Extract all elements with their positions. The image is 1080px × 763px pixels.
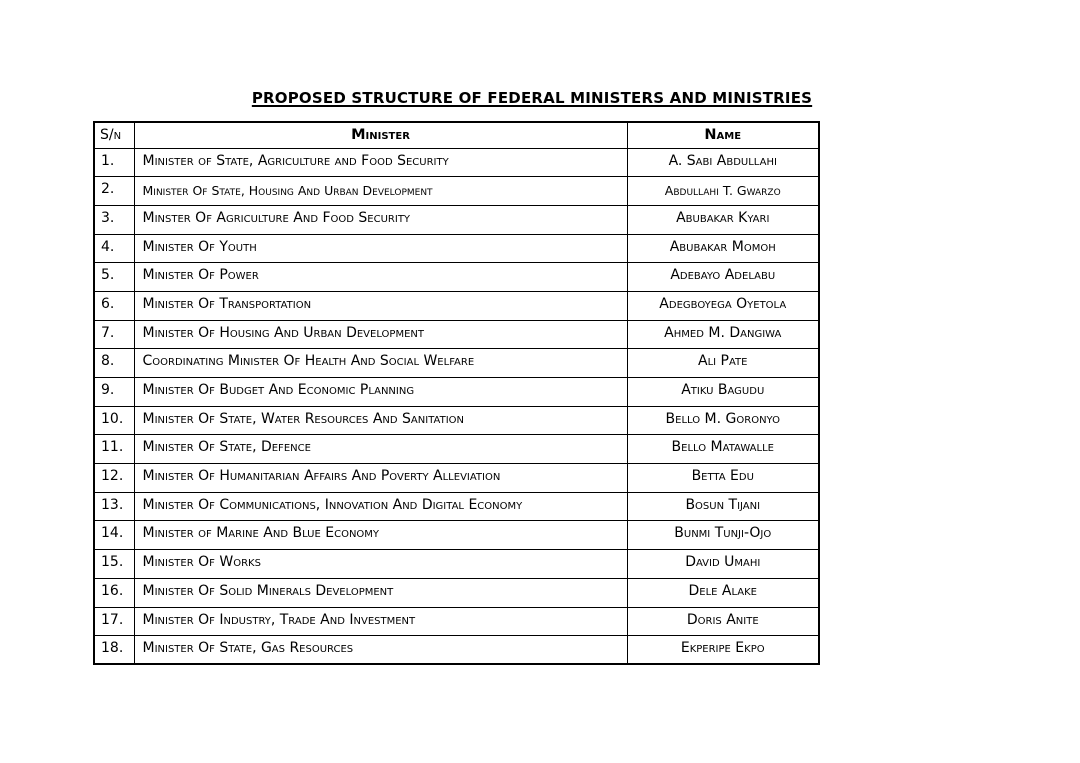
table-header-row	[94, 122, 819, 148]
row-minister-name: Ekperipe Ekpo	[627, 636, 819, 665]
document-title: PROPOSED STRUCTURE OF FEDERAL MINISTERS AND MINISTRIES	[251, 89, 813, 107]
row-minister-title: Minister Of Communications, Innovation And Digital Economy	[134, 492, 627, 521]
row-minister-title: Minister Of Solid Minerals Development	[134, 578, 627, 607]
row-minister-title: Minister Of State, Housing And Urban Development	[134, 177, 627, 206]
table-row	[94, 148, 819, 177]
row-minister-name: Ali Pate	[627, 349, 819, 378]
table-row	[94, 177, 819, 206]
row-minister-title: Minister Of Housing And Urban Development	[134, 320, 627, 349]
table-row	[94, 550, 819, 579]
row-minister-title: Minister Of State, Gas Resources	[134, 636, 627, 665]
ministers-table	[93, 121, 820, 665]
row-minister-name: Ahmed M. Dangiwa	[627, 320, 819, 349]
row-serial-number: 11.	[94, 435, 134, 464]
table-row	[94, 492, 819, 521]
row-minister-name: Bosun Tijani	[627, 492, 819, 521]
header-name: Name	[627, 122, 819, 148]
row-minister-name: Atiku Bagudu	[627, 378, 819, 407]
row-serial-number: 9.	[94, 378, 134, 407]
table-row	[94, 464, 819, 493]
row-serial-number: 17.	[94, 607, 134, 636]
row-serial-number: 14.	[94, 521, 134, 550]
table-body	[94, 148, 819, 664]
row-minister-name: Adegboyega Oyetola	[627, 291, 819, 320]
table-row	[94, 607, 819, 636]
table-row	[94, 435, 819, 464]
row-serial-number: 15.	[94, 550, 134, 579]
table-row	[94, 349, 819, 378]
table-row	[94, 320, 819, 349]
table-row	[94, 406, 819, 435]
row-minister-title: Minister Of Budget And Economic Planning	[134, 378, 627, 407]
row-serial-number: 4.	[94, 234, 134, 263]
row-minister-name: Adebayo Adelabu	[627, 263, 819, 292]
row-minister-title: Minister of Marine And Blue Economy	[134, 521, 627, 550]
row-minister-title: Minister Of Youth	[134, 234, 627, 263]
header-sn: S/n	[94, 122, 134, 148]
row-minister-name: Betta Edu	[627, 464, 819, 493]
table-row	[94, 578, 819, 607]
table-row	[94, 263, 819, 292]
row-serial-number: 16.	[94, 578, 134, 607]
row-serial-number: 5.	[94, 263, 134, 292]
row-serial-number: 6.	[94, 291, 134, 320]
row-minister-name: Abdullahi T. Gwarzo	[627, 177, 819, 206]
row-minister-title: Minister Of State, Water Resources And Sanitation	[134, 406, 627, 435]
row-minister-title: Minister Of Industry, Trade And Investment	[134, 607, 627, 636]
row-minister-title: Coordinating Minister Of Health And Social Welfare	[134, 349, 627, 378]
row-minister-name: Abubakar Kyari	[627, 205, 819, 234]
row-serial-number: 12.	[94, 464, 134, 493]
row-minister-title: Minister of State, Agriculture and Food Security	[134, 148, 627, 177]
row-minister-title: Minster Of Agriculture And Food Security	[134, 205, 627, 234]
header-minister: Minister	[134, 122, 627, 148]
row-minister-name: Abubakar Momoh	[627, 234, 819, 263]
row-serial-number: 7.	[94, 320, 134, 349]
row-minister-name: David Umahi	[627, 550, 819, 579]
row-minister-name: A. Sabi Abdullahi	[627, 148, 819, 177]
row-minister-title: Minister Of Power	[134, 263, 627, 292]
row-minister-name: Bunmi Tunji-Ojo	[627, 521, 819, 550]
row-minister-name: Doris Anite	[627, 607, 819, 636]
row-minister-title: Minister Of Humanitarian Affairs And Poverty Alleviation	[134, 464, 627, 493]
row-minister-name: Dele Alake	[627, 578, 819, 607]
row-serial-number: 8.	[94, 349, 134, 378]
row-serial-number: 2.	[94, 177, 134, 206]
row-minister-title: Minister Of State, Defence	[134, 435, 627, 464]
row-minister-title: Minister Of Works	[134, 550, 627, 579]
table-row	[94, 378, 819, 407]
table-row	[94, 205, 819, 234]
row-minister-name: Bello M. Goronyo	[627, 406, 819, 435]
table-row	[94, 636, 819, 665]
table-row	[94, 291, 819, 320]
row-minister-name: Bello Matawalle	[627, 435, 819, 464]
row-serial-number: 13.	[94, 492, 134, 521]
table-row	[94, 234, 819, 263]
row-serial-number: 10.	[94, 406, 134, 435]
row-serial-number: 3.	[94, 205, 134, 234]
row-serial-number: 1.	[94, 148, 134, 177]
row-minister-title: Minister Of Transportation	[134, 291, 627, 320]
row-serial-number: 18.	[94, 636, 134, 665]
table-row	[94, 521, 819, 550]
